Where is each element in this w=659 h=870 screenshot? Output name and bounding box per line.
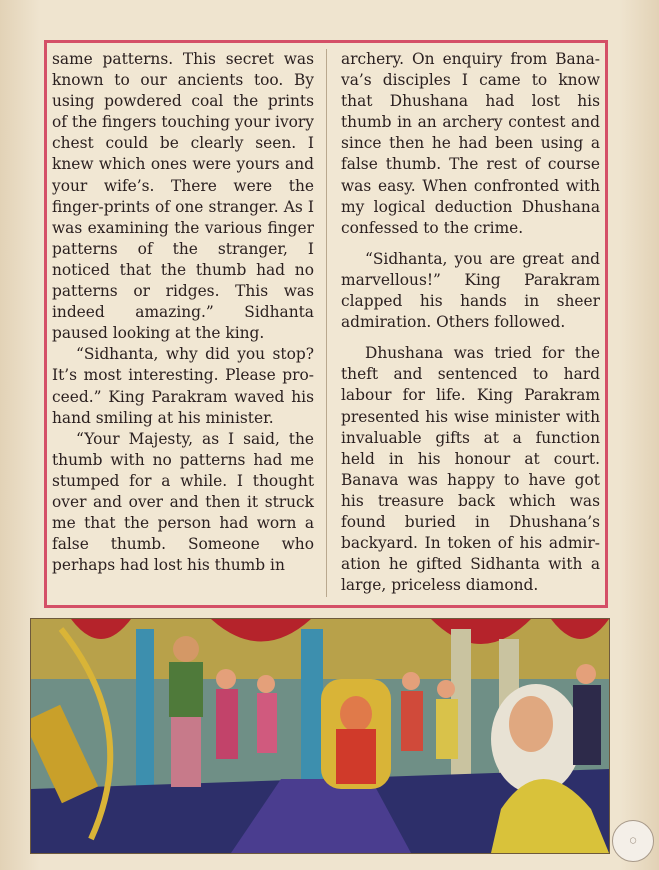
paragraph: “Sidhanta, why did you stop? It’s most interesting. Please proceed.” King Parakram waved his hand smiling at his minister. — [52, 345, 314, 427]
illustration-drawing — [31, 619, 609, 853]
paragraph: same patterns. This secret was known to our ancients too. By using powdered coal the prints of the fingers touching your ivory chest could be clearly seen. I knew which ones were yours and your wife’s. There were the finger-prints of one stranger. As I was examining the various finger patterns of the stranger, I noticed that the thumb had no patterns or ridges. This was indeed amazing.” Sidhanta paused looking at the king. — [52, 50, 314, 343]
story-text-box — [44, 40, 608, 608]
paragraph: “Sidhanta, you are great and marvellous!” King Parakram clapped his hands in sheer admiration. Others followed. — [341, 249, 600, 332]
story-column-left — [52, 49, 314, 576]
paragraph: “Your Majesty, as I said, the thumb with no patterns had me stumped for a while. I thought over and over and then it struck me that the person had worn a false thumb. Someone who perhaps had lost his thumb in — [52, 429, 314, 575]
paragraph: Dhushana was tried for the theft and sentenced to hard labour for life. King Parakram presented his wise minister with invaluable gifts at a function held in his honour at court. Banava was happy to have got his treasure back which was found buried in Dhushana’s backyard. In token of his admiration he gifted Sidhanta with a large, priceless diamond. — [341, 344, 600, 595]
column-divider — [326, 49, 327, 597]
paragraph: archery. On enquiry from Banava’s disciples I came to know that Dhushana had lost his thumb in an archery contest and since then he had been using a false thumb. The rest of course was easy. When confronted with my logical deduction Dhushana confessed to the crime. — [341, 50, 600, 237]
watermark-seal: ◯ — [612, 820, 654, 862]
story-column-right — [341, 49, 600, 596]
court-scene-illustration — [30, 618, 610, 854]
